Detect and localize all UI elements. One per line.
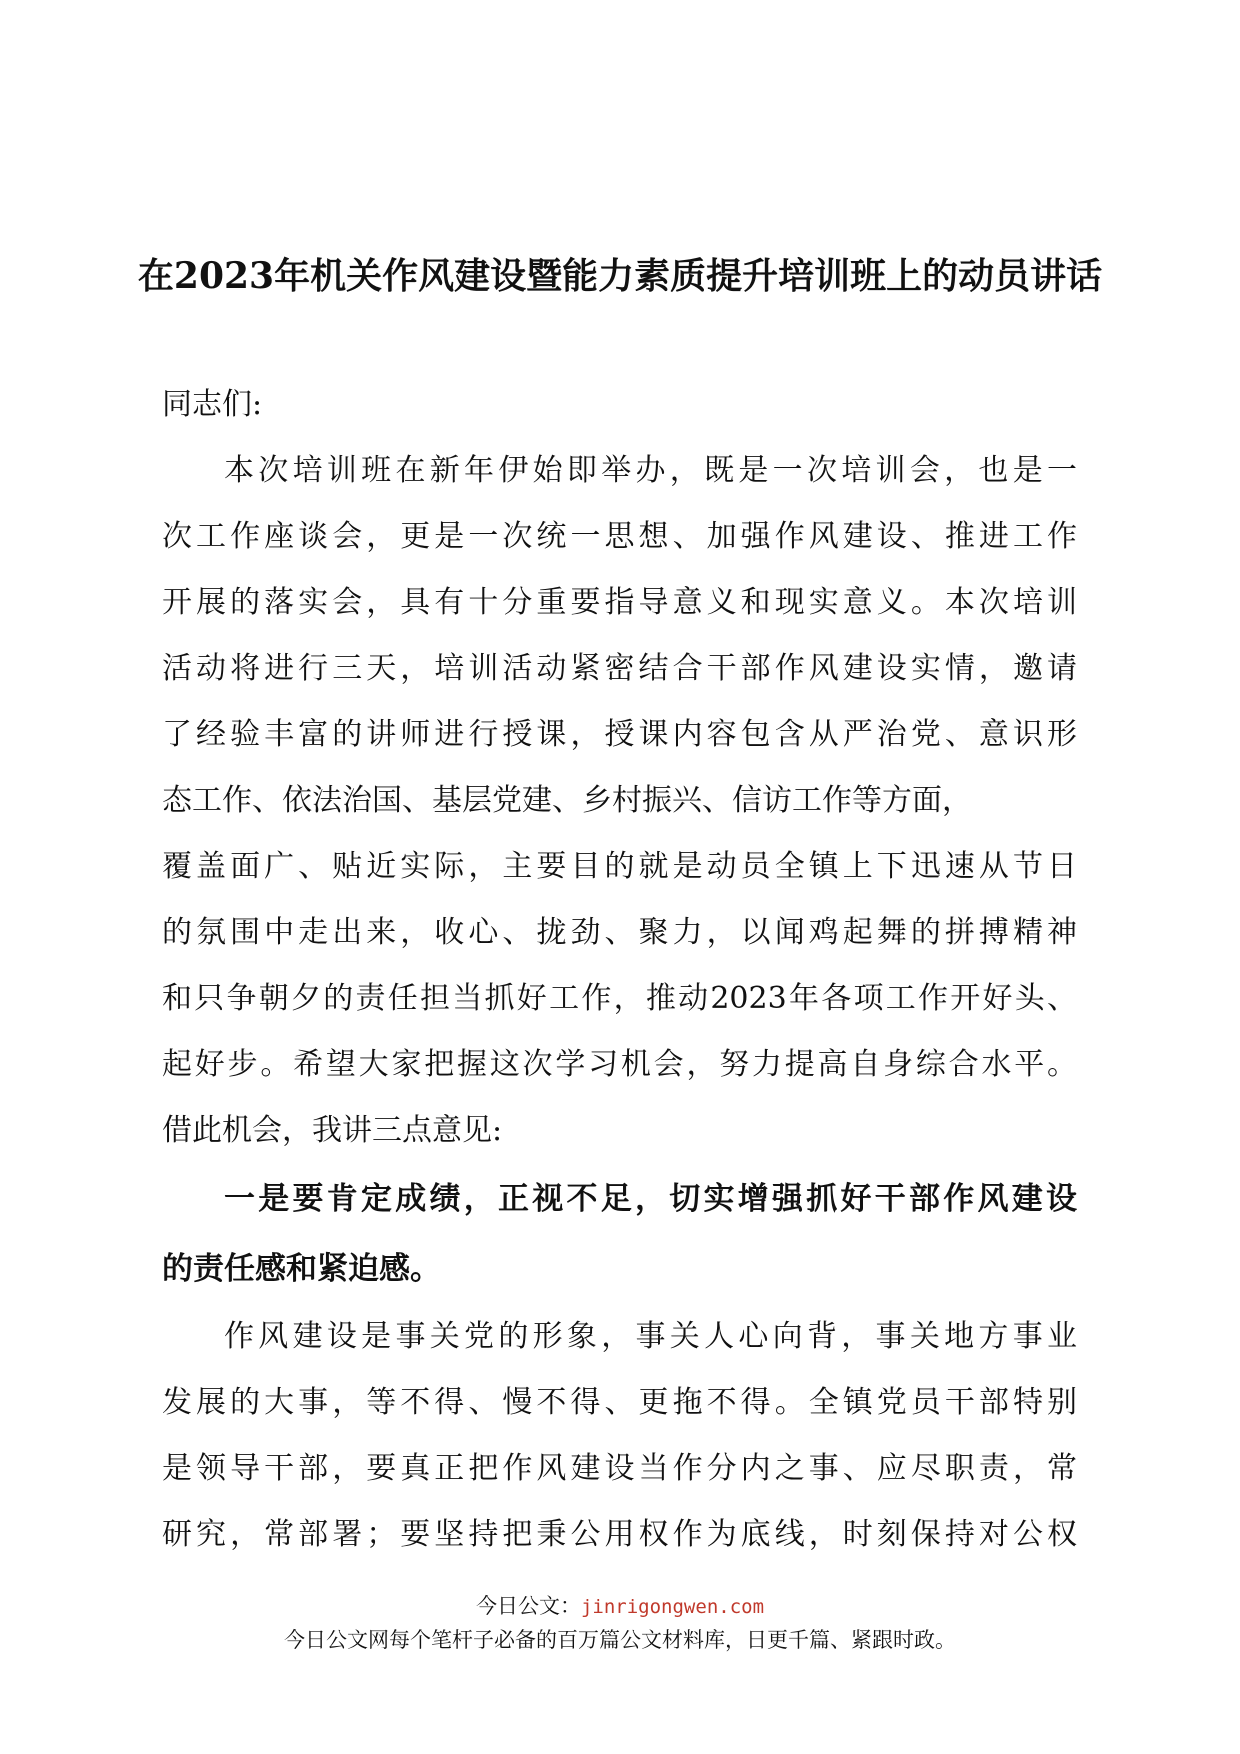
- heading-line: 的责任感和紧迫感。: [162, 1251, 441, 1287]
- paragraph-line: 的氛围中走出来，收心、拢劲、聚力，以闻鸡起舞的拼搏精神: [162, 915, 1077, 950]
- document-body: [162, 372, 1077, 1568]
- paragraph-style-building: [162, 1304, 1077, 1568]
- paragraph-line: 和只争朝夕的责任担当抓好工作，推动2023年各项工作开好头、: [162, 981, 1077, 1016]
- paragraph-line: 本次培训班在新年伊始即举办，既是一次培训会，也是一: [224, 453, 1077, 488]
- footer-site-link[interactable]: jinrigongwen.com: [580, 1596, 765, 1618]
- paragraph-line: 开展的落实会，具有十分重要指导意义和现实意义。本次培训: [162, 585, 1077, 620]
- paragraph-line: 态工作、依法治国、基层党建、乡村振兴、信访工作等方面，: [162, 783, 972, 818]
- paragraph-line: 覆盖面广、贴近实际，主要目的就是动员全镇上下迅速从节日: [162, 849, 1077, 884]
- paragraph-line: 借此机会，我讲三点意见:: [162, 1113, 503, 1148]
- paragraph-line: 起好步。希望大家把握这次学习机会，努力提高自身综合水平。: [162, 1047, 1077, 1082]
- paragraph-line: 活动将进行三天，培训活动紧密结合干部作风建设实情，邀请: [162, 651, 1077, 686]
- paragraph-line: 研究，常部署；要坚持把秉公用权作为底线，时刻保持对公权: [162, 1517, 1077, 1552]
- paragraph-line: 是领导干部，要真正把作风建设当作分内之事、应尽职责，常: [162, 1451, 1077, 1486]
- paragraph-intro: [162, 438, 1077, 1164]
- paragraph-line: 作风建设是事关党的形象，事关人心向背，事关地方事业: [224, 1319, 1077, 1354]
- page-footer: [0, 1590, 1240, 1657]
- document-title: 在2023年机关作风建设暨能力素质提升培训班上的动员讲话: [137, 255, 1103, 297]
- section-heading-one: [162, 1164, 1077, 1304]
- paragraph-line: 发展的大事，等不得、慢不得、更拖不得。全镇党员干部特别: [162, 1385, 1077, 1420]
- paragraph-line: 次工作座谈会，更是一次统一思想、加强作风建设、推进工作: [162, 519, 1077, 554]
- footer-slogan: 今日公文网每个笔杆子必备的百万篇公文材料库，日更千篇、紧跟时政。: [284, 1628, 956, 1652]
- footer-site: [0, 1590, 1240, 1623]
- heading-line: 一是要肯定成绩，正视不足，切实增强抓好干部作风建设: [224, 1181, 1077, 1217]
- paragraph-line: 了经验丰富的讲师进行授课，授课内容包含从严治党、意识形: [162, 717, 1077, 752]
- footer-site-label: 今日公文：: [475, 1594, 581, 1618]
- salutation: 同志们:: [162, 387, 263, 422]
